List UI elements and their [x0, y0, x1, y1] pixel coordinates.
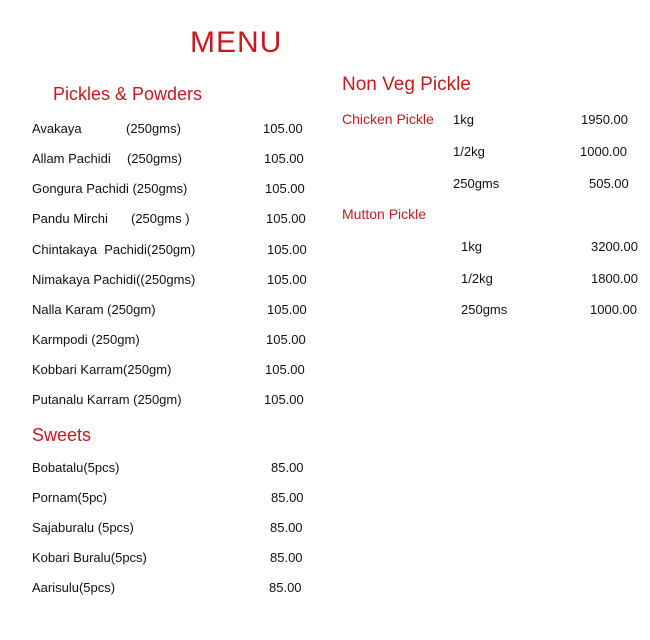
menu-item-price: 85.00 — [271, 460, 304, 475]
menu-item-name: Aarisulu(5pcs) — [32, 580, 116, 595]
mutton-price: 1800.00 — [591, 271, 638, 286]
mutton-qty: 1/2kg — [461, 271, 493, 286]
menu-item-name: Kobari Buralu(5pcs) — [32, 550, 147, 565]
menu-item-name: Bobatalu(5pcs) — [32, 460, 120, 475]
menu-item-price: 105.00 — [267, 302, 307, 317]
menu-item-name: Sajaburalu (5pcs) — [32, 520, 134, 535]
menu-title: MENU — [190, 26, 283, 59]
menu-item-price: 85.00 — [269, 580, 302, 595]
non-veg-heading: Non Veg Pickle — [342, 74, 471, 95]
menu-item-name: Pandu Mirchi — [32, 211, 108, 226]
menu-item-price: 105.00 — [264, 392, 304, 407]
menu-item-name: Chintakaya Pachidi(250gm) — [32, 242, 196, 257]
menu-item-name: Putanalu Karram (250gm) — [32, 392, 182, 407]
menu-item-price: 85.00 — [270, 550, 303, 565]
chicken-price: 1000.00 — [580, 144, 627, 159]
menu-item-name: Kobbari Karram(250gm) — [32, 362, 172, 377]
menu-item-name: Pornam(5pc) — [32, 490, 108, 505]
mutton-price: 3200.00 — [591, 239, 638, 254]
menu-item-price: 105.00 — [266, 332, 306, 347]
menu-item-name: Avakaya — [32, 121, 82, 136]
mutton-qty: 250gms — [461, 302, 508, 317]
menu-item-name: Gongura Pachidi (250gms) — [32, 181, 188, 196]
chicken-pickle-label: Chicken Pickle — [342, 111, 434, 127]
menu-item-price: 105.00 — [266, 211, 306, 226]
menu-item-price: 85.00 — [271, 490, 304, 505]
menu-item-price: 85.00 — [270, 520, 303, 535]
chicken-price: 505.00 — [589, 176, 629, 191]
menu-item-qty: (250gms ) — [131, 211, 190, 226]
menu-item-price: 105.00 — [267, 272, 307, 287]
chicken-price: 1950.00 — [581, 112, 628, 127]
menu-item-name: Karmpodi (250gm) — [32, 332, 140, 347]
menu-item-price: 105.00 — [265, 362, 305, 377]
menu-item-qty: (250gms) — [127, 151, 182, 166]
menu-item-price: 105.00 — [263, 121, 303, 136]
menu-item-price: 105.00 — [267, 242, 307, 257]
sweets-heading: Sweets — [32, 425, 92, 445]
chicken-qty: 250gms — [453, 176, 500, 191]
pickles-heading: Pickles & Powders — [53, 84, 203, 104]
menu-item-name: Allam Pachidi — [32, 151, 111, 166]
menu-item-name: Nalla Karam (250gm) — [32, 302, 156, 317]
mutton-qty: 1kg — [461, 239, 482, 254]
menu-item-price: 105.00 — [264, 151, 304, 166]
menu-item-price: 105.00 — [265, 181, 305, 196]
chicken-qty: 1/2kg — [453, 144, 485, 159]
chicken-qty: 1kg — [453, 112, 474, 127]
menu-item-name: Nimakaya Pachidi((250gms) — [32, 272, 196, 287]
mutton-pickle-label: Mutton Pickle — [342, 206, 427, 222]
mutton-price: 1000.00 — [590, 302, 637, 317]
menu-item-qty: (250gms) — [126, 121, 181, 136]
